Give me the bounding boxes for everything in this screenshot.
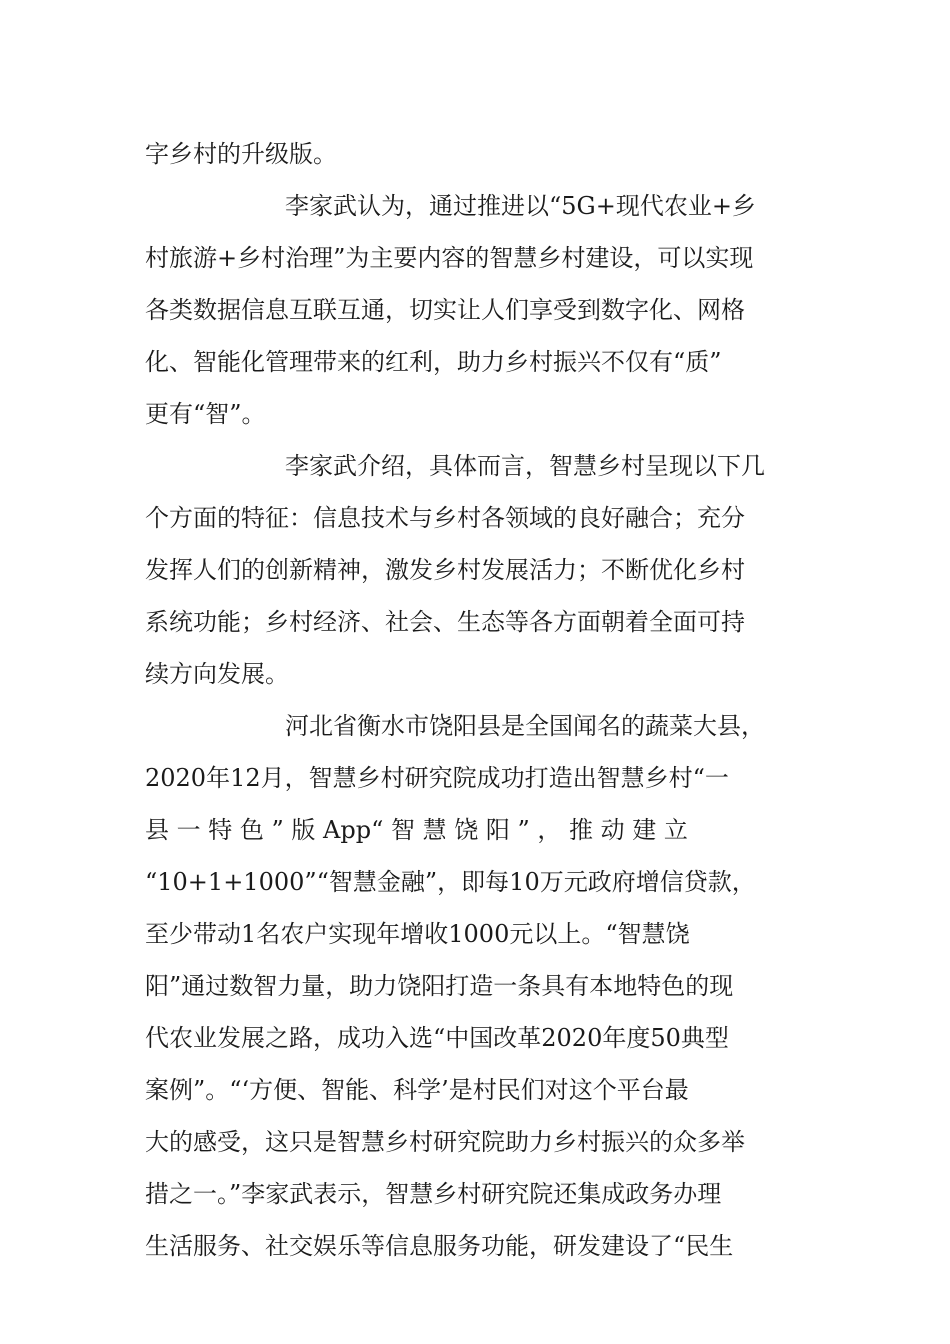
text-line: 生活服务、社交娱乐等信息服务功能，研发建设了“民生 <box>145 1232 734 1260</box>
text-line: 2020年12月，智慧乡村研究院成功打造出智慧乡村“一 <box>145 764 729 792</box>
text-line: 更有“智”。 <box>145 400 266 428</box>
text-line: 案例”。“‘方便、智能、科学’是村民们对这个平台最 <box>145 1076 689 1104</box>
text-line: 大的感受，这只是智慧乡村研究院助力乡村振兴的众多举 <box>145 1128 745 1156</box>
text-line: 个方面的特征：信息技术与乡村各领域的良好融合；充分 <box>145 504 745 532</box>
text-line: 代农业发展之路，成功入选“中国改革2020年度50典型 <box>145 1024 729 1052</box>
text-line: 续方向发展。 <box>145 660 289 688</box>
paragraph-start-line: 河北省衡水市饶阳县是全国闻名的蔬菜大县， <box>285 712 765 740</box>
text-line: 村旅游+乡村治理”为主要内容的智慧乡村建设，可以实现 <box>145 244 754 272</box>
text-line: 各类数据信息互联互通，切实让人们享受到数字化、网格 <box>145 296 745 324</box>
article-body <box>145 128 815 1272</box>
text-line: 发挥人们的创新精神，激发乡村发展活力；不断优化乡村 <box>145 556 745 584</box>
text-line: 措之一。”李家武表示，智慧乡村研究院还集成政务办理 <box>145 1180 722 1208</box>
text-line: 化、智能化管理带来的红利，助力乡村振兴不仅有“质” <box>145 348 722 376</box>
paragraph-start-line: 李家武介绍，具体而言，智慧乡村呈现以下几 <box>285 452 765 480</box>
paragraph-start-line: 李家武认为，通过推进以“5G+现代农业+乡 <box>285 192 756 220</box>
text-line: 字乡村的升级版。 <box>145 140 337 168</box>
text-line: 系统功能；乡村经济、社会、生态等各方面朝着全面可持 <box>145 608 745 636</box>
text-line: 阳”通过数智力量，助力饶阳打造一条具有本地特色的现 <box>145 972 734 1000</box>
text-line: 至少带动1名农户实现年增收1000元以上。“智慧饶 <box>145 920 690 948</box>
text-line: “10+1+1000”“智慧金融”，即每10万元政府增信贷款， <box>145 868 756 896</box>
text-line: 县 一 特 色 ” 版 App“ 智 慧 饶 阳 ” ， 推 动 建 立 <box>145 816 688 844</box>
